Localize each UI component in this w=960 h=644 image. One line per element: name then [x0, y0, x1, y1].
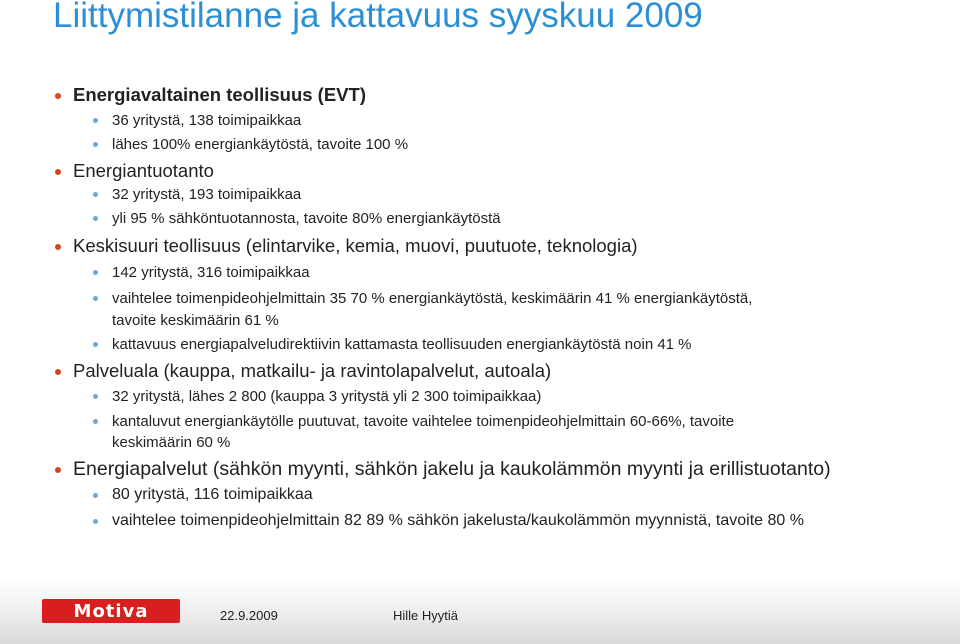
list-item-text: 142 yritystä, 316 toimipaikkaa: [112, 264, 310, 281]
bullet-icon: [55, 169, 61, 175]
list-item-text: Palveluala (kauppa, matkailu- ja ravintolapalvelut, autoala): [73, 360, 552, 381]
list-item-text: Energiapalvelut (sähkön myynti, sähkön jakelu ja kaukolämmön myynti ja erillistuotanto): [73, 458, 831, 480]
list-item-text: kattavuus energiapalveludirektiivin kattamasta teollisuuden energiankäytöstä noin 41 %: [112, 336, 692, 353]
page-title: Liittymistilanne ja kattavuus syyskuu 2009: [53, 0, 703, 35]
list-item-text: yli 95 % sähköntuotannosta, tavoite 80% energiankäytöstä: [112, 210, 501, 227]
list-item-text: lähes 100% energiankäytöstä, tavoite 100 %: [112, 136, 409, 153]
list-item-text: Energiavaltainen teollisuus (EVT): [73, 84, 366, 105]
bullet-icon: [55, 369, 61, 375]
list-item-text: vaihtelee toimenpideohjelmittain 35 70 % energiankäytöstä, keskimäärin 41 % energiankäytöstä,: [112, 290, 753, 307]
footer-date: 22.9.2009: [220, 608, 278, 623]
list-item-text: Keskisuuri teollisuus (elintarvike, kemia, muovi, puutuote, teknologia): [73, 235, 638, 256]
bullet-icon: [93, 493, 98, 498]
bullet-icon: [55, 467, 61, 473]
logo-text: Motiva: [73, 600, 149, 622]
list-item-text: Energiantuotanto: [73, 160, 214, 181]
list-item-text: 32 yritystä, lähes 2 800 (kauppa 3 yritystä yli 2 300 toimipaikkaa): [112, 388, 542, 405]
list-item-text: 80 yritystä, 116 toimipaikkaa: [112, 486, 313, 503]
bullet-icon: [93, 342, 98, 347]
bullet-icon: [93, 419, 98, 424]
bullet-icon: [93, 216, 98, 221]
bullet-icon: [93, 519, 98, 524]
footer-author: Hille Hyytiä: [393, 608, 459, 623]
bullet-icon: [93, 270, 98, 275]
list-item-text: kantaluvut energiankäytölle puutuvat, tavoite vaihtelee toimenpideohjelmittain 60-66%, tavoite: [112, 413, 735, 430]
bullet-icon: [93, 394, 98, 399]
list-item-text: keskimäärin 60 %: [112, 434, 231, 451]
list-item-text: 36 yritystä, 138 toimipaikkaa: [112, 112, 302, 129]
list-item-text: 32 yritystä, 193 toimipaikkaa: [112, 186, 302, 203]
bullet-icon: [55, 244, 61, 250]
bullet-icon: [93, 296, 98, 301]
list-item-text: tavoite keskimäärin 61 %: [112, 312, 279, 329]
motiva-logo: [42, 599, 180, 623]
list-item-text: vaihtelee toimenpideohjelmittain 82 89 % sähkön jakelusta/kaukolämmön myynnistä, tavoite 80 %: [112, 512, 804, 529]
bullet-icon: [93, 142, 98, 147]
bullet-icon: [93, 118, 98, 123]
bullet-icon: [93, 192, 98, 197]
bullet-icon: [55, 93, 61, 99]
